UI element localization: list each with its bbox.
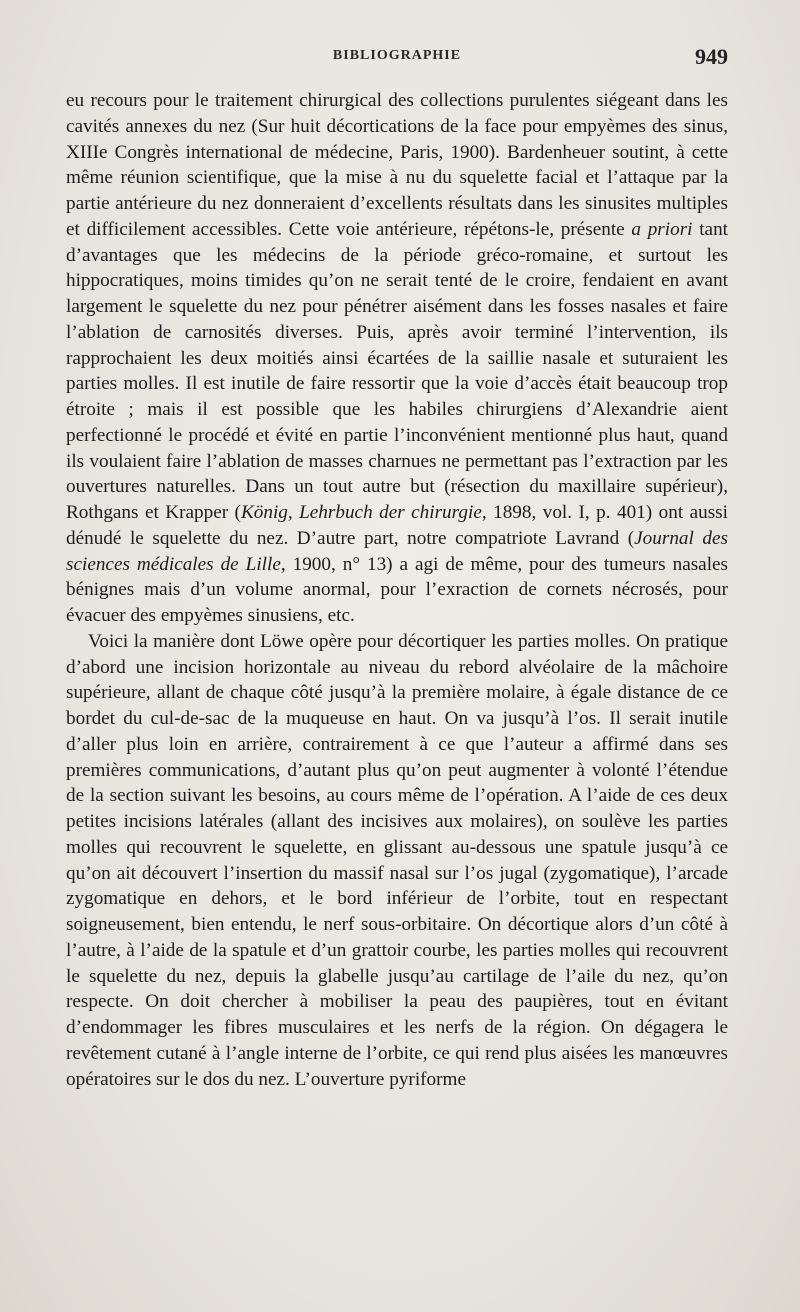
text-run: eu recours pour le traitement chirurgical des collections purulentes siégeant dans les cavités annexes du nez (Sur huit décortications de la face pour empyèmes des sinus, XIIIe Congrès international de médecine, Paris, 1900). Bardenheuer soutint, à cette même réunion scientifique, que la mise à nu du squelette facial et l’attaque par la partie antérieure du nez donneraient d’excellents résultats dans les sinusites multiples et difficilement accessibles. Cette voie antérieure, répétons-le, présente — [66, 90, 728, 240]
running-head — [66, 44, 728, 72]
body-text — [66, 88, 728, 1092]
italic-run: Journal des sciences médicales de Lille — [66, 527, 728, 575]
paragraph-2 — [66, 629, 728, 1093]
page-number: 949 — [695, 44, 728, 69]
italic-run: König, Lehrbuch der chirurgie — [240, 502, 482, 523]
running-title: BIBLIOGRAPHIE — [332, 48, 462, 63]
text-run: , 1900, n° 13) a agi de même, pour des tumeurs nasales bénignes mais d’un volume anormal, pour l’exraction de cornets nécrosés, pour évacuer des empyèmes sinusiens, etc. — [66, 553, 729, 626]
text-run: , 1898, vol. I, p. 401) ont aussi dénudé le squelette du nez. D’autre part, notre compatriote Lavrand ( — [66, 502, 728, 549]
text-run: Voici la manière dont Löwe opère pour décortiquer les parties molles. On pratique d’abord une incision horizontale au niveau du rebord alvéolaire de la mâchoire supérieure, allant de chaque côté jusqu’à la première molaire, à égale distance de ce bordet du cul-de-sac de la muqueuse en haut. On va jusqu’à l’os. Il serait inutile d’aller plus loin en arrière, contrairement à ce que l’auteur a affirmé dans ses premières communications, d’autant plus qu’on peut augmenter à volonté l’étendue de la section suivant les besoins, au cours même de l’opération. A l’aide de ces deux petites incisions latérales (allant des incisives aux molaires), on soulève les parties molles qui recouvrent le squelette, en glissant au-dessous une spatule jusqu’à ce qu’on ait découvert l’insertion du massif nasal sur l’os jugal (zygomatique), l’arcade zygomatique en dehors, et le bord inférieur de l’orbite, tout en respectant soigneusement, bien entendu, le nerf sous-orbitaire. On décortique alors d’un côté à l’autre, à l’aide de la spatule et d’un grattoir courbe, les parties molles qui recouvrent le squelette du nez, depuis la glabelle jusqu’au cartilage de l’aile du nez, qu’on respecte. On doit chercher à mobiliser la peau des paupières, tout en évitant d’endommager les fibres musculaires et les nerfs de la région. On dégagera le revêtement cutané à l’angle interne de l’orbite, ce qui rend plus aisées les manœuvres opératoires sur le dos du nez. L’ouverture pyriforme — [66, 630, 728, 1090]
paragraph-1 — [66, 88, 728, 629]
italic-run: a priori — [631, 218, 693, 240]
text-run: tant d’avantages que les médecins de la période gréco-romaine, et surtout les hippocratiques, moins timides qu’on ne serait tenté de le croire, fendaient en avant largement le squelette du nez pour pénétrer aisément dans les fosses nasales et faire l’ablation de carnosités diverses. Puis, après avoir terminé l’intervention, ils rapprochaient les deux moitiés ainsi écartées de la saillie nasale et suturaient les parties molles. Il est inutile de faire ressortir que la voie d’accès était beaucoup trop étroite ; mais il est possible que les habiles chirurgiens d’Alexandrie aient perfectionné le procédé et évité en partie l’inconvénient mentionné plus haut, quand ils voulaient faire l’ablation de masses charnues ne permettant pas l’extraction par les ouvertures naturelles. Dans un tout autre but (résection du maxillaire supérieur), Rothgans et Krapper ( — [66, 218, 728, 523]
